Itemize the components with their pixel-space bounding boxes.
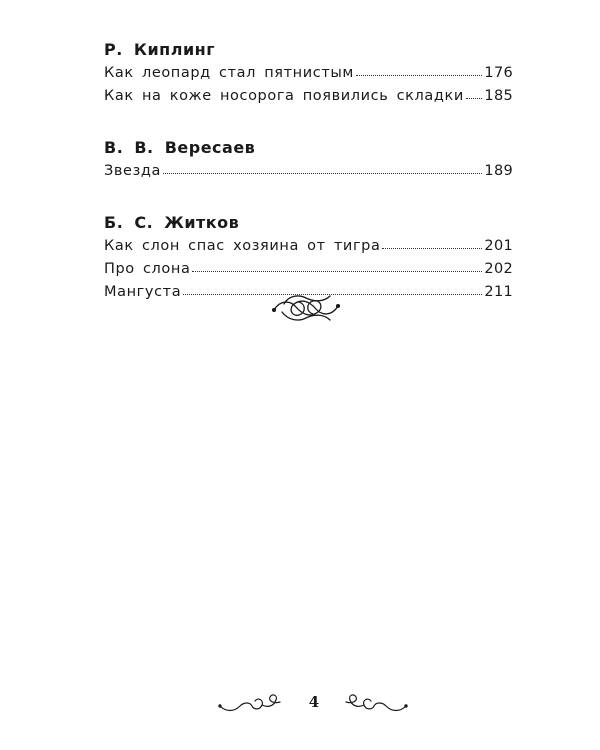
toc-entry-page: 201 bbox=[484, 238, 513, 254]
author-heading: В. В. Вересаев bbox=[104, 138, 256, 157]
toc-entry[interactable] bbox=[104, 258, 513, 281]
page-footer bbox=[0, 686, 600, 722]
dot-leader bbox=[356, 74, 482, 76]
dot-leader bbox=[382, 247, 482, 249]
toc-section-kipling bbox=[104, 38, 513, 108]
dot-leader bbox=[163, 172, 482, 174]
toc-entry-page: 211 bbox=[484, 284, 513, 300]
dot-leader bbox=[192, 270, 482, 272]
dot-leader bbox=[466, 97, 483, 99]
author-heading: Б. С. Житков bbox=[104, 213, 240, 232]
toc-entry-title: Мангуста bbox=[104, 284, 182, 300]
flourish-right-icon bbox=[344, 692, 408, 716]
toc-entry-page: 202 bbox=[484, 261, 513, 277]
toc-entry-page: 176 bbox=[484, 65, 513, 81]
toc-entry-title: Как слон спас хозяина от тигра bbox=[104, 238, 381, 254]
table-of-contents bbox=[104, 38, 513, 332]
flourish-left-icon bbox=[218, 692, 282, 716]
toc-entry[interactable] bbox=[104, 235, 513, 258]
toc-entry[interactable] bbox=[104, 62, 513, 85]
toc-entry[interactable] bbox=[104, 85, 513, 108]
flourish-divider-icon bbox=[270, 290, 342, 326]
toc-entry-title: Как на коже носорога появились складки bbox=[104, 88, 464, 104]
toc-entry-title: Про слона bbox=[104, 261, 191, 277]
toc-entry-title: Как леопард стал пятнистым bbox=[104, 65, 354, 81]
toc-entry-title: Звезда bbox=[104, 163, 161, 179]
toc-section-veresaev bbox=[104, 136, 513, 183]
toc-entry-page: 185 bbox=[484, 88, 513, 104]
page-number: 4 bbox=[308, 693, 320, 711]
toc-entry[interactable] bbox=[104, 160, 513, 183]
author-heading: Р. Киплинг bbox=[104, 40, 216, 59]
toc-entry-page: 189 bbox=[484, 163, 513, 179]
